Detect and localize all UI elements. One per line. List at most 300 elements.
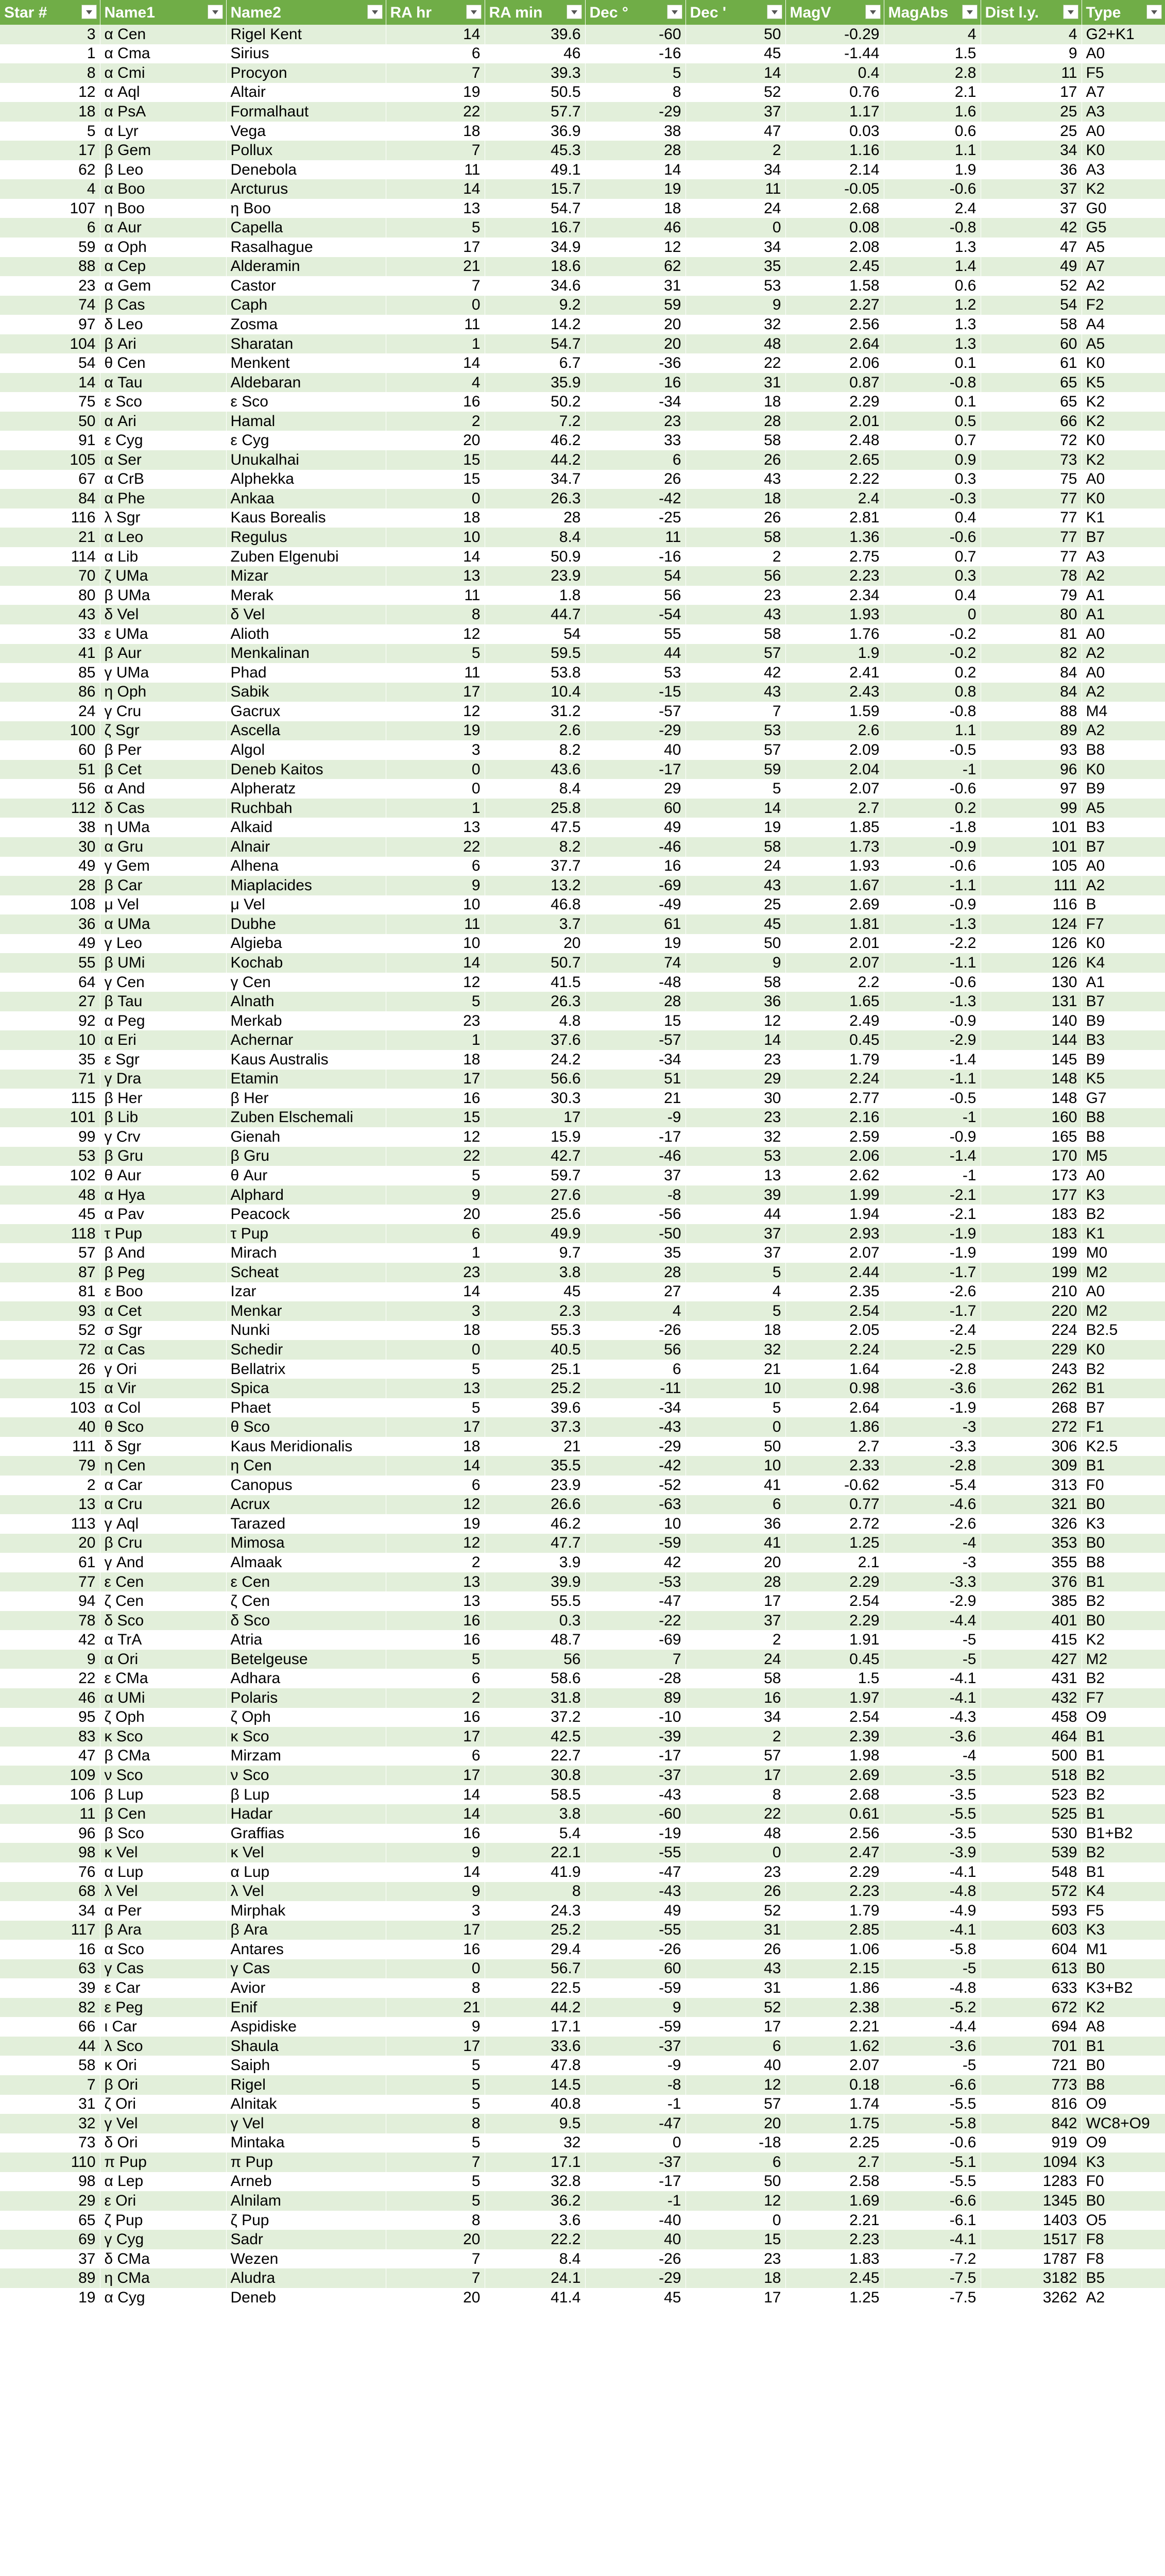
cell-type[interactable]: B0 (1082, 2056, 1165, 2075)
cell-ra-min[interactable]: 59.7 (485, 1166, 585, 1185)
cell-name1[interactable]: π Pup (100, 2153, 226, 2172)
cell-dist-ly[interactable]: 1517 (981, 2230, 1082, 2249)
cell-magv[interactable]: 2.2 (785, 973, 884, 992)
cell-type[interactable]: A3 (1082, 102, 1165, 122)
cell-ra-min[interactable]: 7.2 (485, 412, 585, 431)
cell-ra-min[interactable]: 47.8 (485, 2056, 585, 2075)
cell-dec-min[interactable]: 32 (686, 1340, 785, 1360)
cell-ra-hr[interactable]: 0 (386, 760, 485, 779)
cell-name2[interactable]: Mimosa (226, 1534, 386, 1553)
cell-ra-min[interactable]: 37.2 (485, 1708, 585, 1727)
cell-ra-min[interactable]: 6.7 (485, 353, 585, 373)
cell-ra-hr[interactable]: 6 (386, 1747, 485, 1766)
cell-name2[interactable]: Ankaa (226, 489, 386, 509)
header-cell-star-number[interactable] (0, 0, 100, 25)
cell-dist-ly[interactable]: 77 (981, 528, 1082, 547)
cell-star-number[interactable]: 15 (0, 1379, 100, 1398)
cell-type[interactable]: G5 (1082, 218, 1165, 238)
cell-name1[interactable]: α Aql (100, 83, 226, 103)
cell-dec-deg[interactable]: -9 (585, 2056, 686, 2075)
cell-name1[interactable]: α Cru (100, 1495, 226, 1515)
cell-ra-hr[interactable]: 17 (386, 1727, 485, 1747)
cell-type[interactable]: A1 (1082, 973, 1165, 992)
cell-dist-ly[interactable]: 306 (981, 1437, 1082, 1456)
cell-type[interactable]: K4 (1082, 1882, 1165, 1902)
cell-ra-hr[interactable]: 9 (386, 876, 485, 895)
cell-dist-ly[interactable]: 415 (981, 1630, 1082, 1650)
cell-ra-min[interactable]: 32 (485, 2133, 585, 2153)
cell-star-number[interactable]: 91 (0, 431, 100, 450)
cell-ra-hr[interactable]: 14 (386, 1785, 485, 1805)
cell-name1[interactable]: ε Sgr (100, 1050, 226, 1070)
cell-dist-ly[interactable]: 539 (981, 1843, 1082, 1862)
cell-dec-deg[interactable]: 8 (585, 83, 686, 103)
cell-magabs[interactable]: -0.9 (884, 895, 981, 915)
cell-magabs[interactable]: -4.3 (884, 1708, 981, 1727)
cell-magabs[interactable]: 0.4 (884, 509, 981, 528)
cell-magabs[interactable]: 1.2 (884, 296, 981, 315)
cell-ra-min[interactable]: 46.2 (485, 431, 585, 450)
cell-magabs[interactable]: -4.8 (884, 1978, 981, 1998)
cell-star-number[interactable]: 110 (0, 2153, 100, 2172)
cell-dec-deg[interactable]: -15 (585, 683, 686, 702)
cell-dec-min[interactable]: 40 (686, 2056, 785, 2075)
cell-dec-deg[interactable]: -50 (585, 1224, 686, 1244)
filter-dropdown-icon[interactable] (567, 5, 582, 19)
cell-dec-min[interactable]: 24 (686, 857, 785, 876)
cell-ra-hr[interactable]: 13 (386, 1379, 485, 1398)
cell-type[interactable]: G7 (1082, 1089, 1165, 1108)
cell-dec-min[interactable]: 0 (686, 1843, 785, 1862)
cell-type[interactable]: A4 (1082, 315, 1165, 334)
cell-ra-hr[interactable]: 1 (386, 799, 485, 818)
cell-name2[interactable]: Alpheratz (226, 779, 386, 799)
cell-type[interactable]: A0 (1082, 1282, 1165, 1302)
cell-ra-hr[interactable]: 2 (386, 1553, 485, 1572)
cell-type[interactable]: A5 (1082, 799, 1165, 818)
cell-magv[interactable]: 2.01 (785, 934, 884, 954)
cell-dec-min[interactable]: 22 (686, 1804, 785, 1824)
cell-dec-min[interactable]: 2 (686, 141, 785, 160)
cell-dec-min[interactable]: 37 (686, 1611, 785, 1631)
cell-dec-deg[interactable]: 31 (585, 276, 686, 296)
cell-dist-ly[interactable]: 816 (981, 2095, 1082, 2114)
cell-dist-ly[interactable]: 131 (981, 992, 1082, 1011)
cell-name1[interactable]: β UMi (100, 953, 226, 973)
cell-type[interactable]: K2 (1082, 392, 1165, 412)
cell-dec-min[interactable]: 25 (686, 895, 785, 915)
cell-ra-min[interactable]: 37.6 (485, 1030, 585, 1050)
cell-dist-ly[interactable]: 52 (981, 276, 1082, 296)
cell-name1[interactable]: γ Dra (100, 1070, 226, 1089)
cell-type[interactable]: F2 (1082, 296, 1165, 315)
cell-ra-min[interactable]: 9.2 (485, 296, 585, 315)
cell-magv[interactable]: -0.29 (785, 25, 884, 44)
cell-dist-ly[interactable]: 54 (981, 296, 1082, 315)
cell-dec-deg[interactable]: 49 (585, 818, 686, 837)
cell-ra-hr[interactable]: 0 (386, 1340, 485, 1360)
cell-dec-deg[interactable]: 40 (585, 740, 686, 760)
cell-type[interactable]: A8 (1082, 2017, 1165, 2037)
cell-name1[interactable]: ε Cen (100, 1572, 226, 1592)
cell-dec-deg[interactable]: -69 (585, 876, 686, 895)
cell-name1[interactable]: δ Leo (100, 315, 226, 334)
cell-dec-min[interactable]: 4 (686, 1282, 785, 1302)
cell-name2[interactable]: Rigel (226, 2075, 386, 2095)
cell-type[interactable]: F8 (1082, 2230, 1165, 2249)
cell-star-number[interactable]: 104 (0, 334, 100, 354)
cell-magv[interactable]: 2.43 (785, 683, 884, 702)
cell-name1[interactable]: β Sco (100, 1824, 226, 1843)
cell-name2[interactable]: Aldebaran (226, 373, 386, 393)
cell-name1[interactable]: ζ UMa (100, 566, 226, 586)
cell-magv[interactable]: 0.08 (785, 218, 884, 238)
cell-type[interactable]: K5 (1082, 373, 1165, 393)
cell-ra-min[interactable]: 17.1 (485, 2153, 585, 2172)
cell-dec-min[interactable]: 22 (686, 353, 785, 373)
cell-magabs[interactable]: -0.5 (884, 740, 981, 760)
cell-dist-ly[interactable]: 432 (981, 1688, 1082, 1708)
cell-star-number[interactable]: 74 (0, 296, 100, 315)
cell-name2[interactable]: Caph (226, 296, 386, 315)
filter-dropdown-icon[interactable] (81, 5, 97, 19)
cell-ra-min[interactable]: 2.6 (485, 721, 585, 741)
cell-star-number[interactable]: 92 (0, 1011, 100, 1031)
cell-type[interactable]: M5 (1082, 1147, 1165, 1166)
cell-dec-min[interactable]: 17 (686, 2288, 785, 2308)
cell-type[interactable]: M2 (1082, 1263, 1165, 1282)
cell-magv[interactable]: -1.44 (785, 44, 884, 64)
cell-name2[interactable]: Mizar (226, 566, 386, 586)
cell-ra-min[interactable]: 5.4 (485, 1824, 585, 1843)
cell-ra-min[interactable]: 46 (485, 44, 585, 64)
cell-ra-hr[interactable]: 17 (386, 238, 485, 257)
cell-magv[interactable]: 1.06 (785, 1940, 884, 1959)
cell-star-number[interactable]: 35 (0, 1050, 100, 1070)
cell-star-number[interactable]: 68 (0, 1882, 100, 1902)
cell-dec-deg[interactable]: -37 (585, 2037, 686, 2056)
cell-dec-min[interactable]: 20 (686, 1553, 785, 1572)
cell-type[interactable]: B0 (1082, 1534, 1165, 1553)
cell-dec-min[interactable]: 7 (686, 702, 785, 721)
cell-magabs[interactable]: -4.1 (884, 1862, 981, 1882)
cell-star-number[interactable]: 85 (0, 663, 100, 683)
cell-type[interactable]: F5 (1082, 63, 1165, 83)
cell-dec-deg[interactable]: -57 (585, 702, 686, 721)
cell-dec-deg[interactable]: -26 (585, 2249, 686, 2269)
filter-dropdown-icon[interactable] (367, 5, 383, 19)
cell-dist-ly[interactable]: 140 (981, 1011, 1082, 1031)
cell-dec-deg[interactable]: 37 (585, 1166, 686, 1185)
cell-dist-ly[interactable]: 272 (981, 1417, 1082, 1437)
cell-dec-min[interactable]: 21 (686, 1360, 785, 1379)
cell-ra-min[interactable]: 50.9 (485, 547, 585, 567)
cell-ra-hr[interactable]: 5 (386, 2172, 485, 2192)
cell-dec-deg[interactable]: -34 (585, 1398, 686, 1418)
cell-ra-min[interactable]: 55.5 (485, 1591, 585, 1611)
cell-name2[interactable]: Menkar (226, 1301, 386, 1321)
cell-magv[interactable]: 2.08 (785, 238, 884, 257)
cell-ra-min[interactable]: 54.7 (485, 199, 585, 218)
cell-star-number[interactable]: 95 (0, 1708, 100, 1727)
cell-name2[interactable]: Antares (226, 1940, 386, 1959)
cell-magabs[interactable]: 0.2 (884, 663, 981, 683)
cell-type[interactable]: WC8+O9 (1082, 2114, 1165, 2133)
cell-magv[interactable]: 2.01 (785, 412, 884, 431)
cell-dec-deg[interactable]: -47 (585, 2114, 686, 2133)
cell-dist-ly[interactable]: 3182 (981, 2268, 1082, 2288)
cell-dec-deg[interactable]: -54 (585, 605, 686, 624)
cell-magv[interactable]: 2.23 (785, 2230, 884, 2249)
cell-type[interactable]: K2 (1082, 179, 1165, 199)
cell-dec-deg[interactable]: -43 (585, 1417, 686, 1437)
cell-ra-min[interactable]: 56.6 (485, 1070, 585, 1089)
cell-star-number[interactable]: 29 (0, 2191, 100, 2211)
cell-name1[interactable]: δ Ori (100, 2133, 226, 2153)
cell-ra-min[interactable]: 55.3 (485, 1321, 585, 1341)
cell-dist-ly[interactable]: 603 (981, 1921, 1082, 1940)
cell-name2[interactable]: Scheat (226, 1263, 386, 1282)
cell-dec-deg[interactable]: -9 (585, 1108, 686, 1128)
cell-magv[interactable]: 2.24 (785, 1070, 884, 1089)
header-cell-dec-min[interactable] (686, 0, 785, 25)
cell-dist-ly[interactable]: 199 (981, 1263, 1082, 1282)
cell-dec-min[interactable]: 26 (686, 1882, 785, 1902)
cell-magabs[interactable]: -7.5 (884, 2268, 981, 2288)
cell-type[interactable]: F7 (1082, 1688, 1165, 1708)
cell-star-number[interactable]: 28 (0, 876, 100, 895)
cell-magabs[interactable]: -2.5 (884, 1340, 981, 1360)
cell-dec-deg[interactable]: -8 (585, 2075, 686, 2095)
cell-star-number[interactable]: 94 (0, 1591, 100, 1611)
cell-dec-min[interactable]: 18 (686, 2268, 785, 2288)
cell-dec-min[interactable]: 41 (686, 1476, 785, 1495)
cell-name2[interactable]: α Lup (226, 1862, 386, 1882)
cell-dist-ly[interactable]: 89 (981, 721, 1082, 741)
cell-star-number[interactable]: 47 (0, 1747, 100, 1766)
cell-magabs[interactable]: -4 (884, 1747, 981, 1766)
cell-star-number[interactable]: 97 (0, 315, 100, 334)
cell-dec-deg[interactable]: 33 (585, 431, 686, 450)
cell-dec-min[interactable]: 5 (686, 1263, 785, 1282)
cell-dec-deg[interactable]: 15 (585, 1011, 686, 1031)
cell-dec-min[interactable]: 57 (686, 740, 785, 760)
cell-name1[interactable]: β Lup (100, 1785, 226, 1805)
cell-dec-min[interactable]: 31 (686, 373, 785, 393)
cell-name2[interactable]: Saiph (226, 2056, 386, 2075)
cell-ra-hr[interactable]: 17 (386, 1766, 485, 1785)
cell-dec-deg[interactable]: -17 (585, 760, 686, 779)
cell-dist-ly[interactable]: 126 (981, 934, 1082, 954)
cell-dec-deg[interactable]: 20 (585, 334, 686, 354)
cell-magabs[interactable]: -4.1 (884, 1669, 981, 1688)
cell-name2[interactable]: Ruchbah (226, 799, 386, 818)
cell-type[interactable]: K2 (1082, 1630, 1165, 1650)
cell-dec-deg[interactable]: -55 (585, 1921, 686, 1940)
cell-name1[interactable]: α Eri (100, 1030, 226, 1050)
cell-magabs[interactable]: -1.7 (884, 1301, 981, 1321)
cell-type[interactable]: M4 (1082, 702, 1165, 721)
cell-name2[interactable]: Schedir (226, 1340, 386, 1360)
cell-type[interactable]: G0 (1082, 199, 1165, 218)
cell-type[interactable]: K2 (1082, 450, 1165, 470)
cell-dist-ly[interactable]: 66 (981, 412, 1082, 431)
cell-name2[interactable]: Mirphak (226, 1901, 386, 1921)
cell-magabs[interactable]: -0.6 (884, 528, 981, 547)
cell-name2[interactable]: Kochab (226, 953, 386, 973)
cell-ra-hr[interactable]: 17 (386, 2037, 485, 2056)
cell-name2[interactable]: Sadr (226, 2230, 386, 2249)
cell-dec-deg[interactable]: 42 (585, 1553, 686, 1572)
cell-name1[interactable]: α Col (100, 1398, 226, 1418)
cell-ra-min[interactable]: 47.5 (485, 818, 585, 837)
cell-name2[interactable]: Vega (226, 122, 386, 141)
cell-name1[interactable]: β Her (100, 1089, 226, 1108)
cell-type[interactable]: B8 (1082, 1127, 1165, 1147)
cell-magv[interactable]: 1.76 (785, 624, 884, 644)
cell-ra-min[interactable]: 44.2 (485, 450, 585, 470)
cell-ra-hr[interactable]: 16 (386, 392, 485, 412)
cell-magv[interactable]: 2.54 (785, 1591, 884, 1611)
cell-magv[interactable]: 1.86 (785, 1417, 884, 1437)
cell-star-number[interactable]: 89 (0, 2268, 100, 2288)
header-cell-ra-hr[interactable] (386, 0, 485, 25)
cell-dec-min[interactable]: 6 (686, 2153, 785, 2172)
cell-dist-ly[interactable]: 25 (981, 102, 1082, 122)
cell-dist-ly[interactable]: 842 (981, 2114, 1082, 2133)
cell-dec-min[interactable]: 37 (686, 1243, 785, 1263)
cell-dist-ly[interactable]: 84 (981, 683, 1082, 702)
cell-dec-deg[interactable]: 46 (585, 218, 686, 238)
cell-ra-hr[interactable]: 14 (386, 1862, 485, 1882)
cell-ra-min[interactable]: 30.8 (485, 1766, 585, 1785)
cell-name1[interactable]: α UMa (100, 914, 226, 934)
cell-ra-hr[interactable]: 0 (386, 489, 485, 509)
cell-star-number[interactable]: 87 (0, 1263, 100, 1282)
cell-dec-min[interactable]: 43 (686, 1959, 785, 1979)
cell-magabs[interactable]: -2.2 (884, 934, 981, 954)
cell-magv[interactable]: 0.03 (785, 122, 884, 141)
cell-dist-ly[interactable]: 220 (981, 1301, 1082, 1321)
cell-ra-hr[interactable]: 5 (386, 992, 485, 1011)
cell-star-number[interactable]: 76 (0, 1862, 100, 1882)
cell-dist-ly[interactable]: 919 (981, 2133, 1082, 2153)
cell-star-number[interactable]: 118 (0, 1224, 100, 1244)
cell-name2[interactable]: Algieba (226, 934, 386, 954)
cell-name1[interactable]: ε Peg (100, 1998, 226, 2018)
cell-magabs[interactable]: -5.5 (884, 2172, 981, 2192)
cell-magabs[interactable]: -1.8 (884, 818, 981, 837)
cell-magabs[interactable]: 1.1 (884, 721, 981, 741)
cell-name2[interactable]: η Boo (226, 199, 386, 218)
cell-type[interactable]: A2 (1082, 644, 1165, 664)
cell-name2[interactable]: Alphekka (226, 470, 386, 489)
cell-magabs[interactable]: -1.9 (884, 1243, 981, 1263)
cell-magabs[interactable]: 1.9 (884, 160, 981, 180)
cell-magabs[interactable]: -2.6 (884, 1514, 981, 1534)
cell-dec-deg[interactable]: 56 (585, 1340, 686, 1360)
cell-magv[interactable]: 1.93 (785, 605, 884, 624)
cell-dec-deg[interactable]: -37 (585, 2153, 686, 2172)
cell-dist-ly[interactable]: 25 (981, 122, 1082, 141)
cell-magabs[interactable]: 1.3 (884, 238, 981, 257)
cell-type[interactable]: B5 (1082, 2268, 1165, 2288)
cell-dist-ly[interactable]: 523 (981, 1785, 1082, 1805)
cell-magabs[interactable]: -5.8 (884, 1940, 981, 1959)
cell-star-number[interactable]: 55 (0, 953, 100, 973)
cell-magabs[interactable]: -4.8 (884, 1882, 981, 1902)
cell-dec-min[interactable]: 50 (686, 1437, 785, 1456)
cell-dec-min[interactable]: 18 (686, 392, 785, 412)
cell-dist-ly[interactable]: 9 (981, 44, 1082, 64)
cell-star-number[interactable]: 54 (0, 353, 100, 373)
cell-magv[interactable]: 1.25 (785, 1534, 884, 1553)
cell-star-number[interactable]: 101 (0, 1108, 100, 1128)
cell-magv[interactable]: 2.27 (785, 296, 884, 315)
cell-type[interactable]: K2 (1082, 412, 1165, 431)
cell-name1[interactable]: β Peg (100, 1263, 226, 1282)
cell-star-number[interactable]: 2 (0, 1476, 100, 1495)
cell-magabs[interactable]: -5.2 (884, 1998, 981, 2018)
cell-type[interactable]: F7 (1082, 914, 1165, 934)
cell-name1[interactable]: η UMa (100, 818, 226, 837)
cell-star-number[interactable]: 102 (0, 1166, 100, 1185)
cell-star-number[interactable]: 23 (0, 276, 100, 296)
cell-dec-min[interactable]: 45 (686, 914, 785, 934)
cell-dec-min[interactable]: 29 (686, 1070, 785, 1089)
cell-name1[interactable]: ε UMa (100, 624, 226, 644)
cell-magabs[interactable]: -2.6 (884, 1282, 981, 1302)
cell-dist-ly[interactable]: 99 (981, 799, 1082, 818)
cell-dist-ly[interactable]: 97 (981, 779, 1082, 799)
header-cell-name1[interactable] (100, 0, 226, 25)
cell-name2[interactable]: Mirzam (226, 1747, 386, 1766)
cell-magv[interactable]: 2.85 (785, 1921, 884, 1940)
cell-star-number[interactable]: 4 (0, 179, 100, 199)
cell-dist-ly[interactable]: 3262 (981, 2288, 1082, 2308)
cell-magv[interactable]: 2.25 (785, 2133, 884, 2153)
cell-name2[interactable]: Almaak (226, 1553, 386, 1572)
cell-magv[interactable]: 2.45 (785, 257, 884, 277)
cell-ra-hr[interactable]: 0 (386, 779, 485, 799)
cell-star-number[interactable]: 24 (0, 702, 100, 721)
cell-ra-hr[interactable]: 19 (386, 1514, 485, 1534)
cell-star-number[interactable]: 81 (0, 1282, 100, 1302)
cell-name1[interactable]: α Gem (100, 276, 226, 296)
cell-name1[interactable]: β Ari (100, 334, 226, 354)
cell-ra-hr[interactable]: 3 (386, 740, 485, 760)
cell-dec-deg[interactable]: -8 (585, 1185, 686, 1205)
cell-ra-hr[interactable]: 1 (386, 1030, 485, 1050)
cell-type[interactable]: B (1082, 895, 1165, 915)
cell-ra-hr[interactable]: 12 (386, 1495, 485, 1515)
cell-dec-min[interactable]: 43 (686, 876, 785, 895)
cell-dist-ly[interactable]: 49 (981, 257, 1082, 277)
cell-dist-ly[interactable]: 173 (981, 1166, 1082, 1185)
cell-ra-min[interactable]: 22.7 (485, 1747, 585, 1766)
cell-ra-hr[interactable]: 19 (386, 721, 485, 741)
cell-ra-min[interactable]: 41.4 (485, 2288, 585, 2308)
cell-magabs[interactable]: -3.3 (884, 1572, 981, 1592)
cell-ra-hr[interactable]: 7 (386, 141, 485, 160)
cell-star-number[interactable]: 51 (0, 760, 100, 779)
cell-type[interactable]: A2 (1082, 683, 1165, 702)
cell-ra-hr[interactable]: 20 (386, 2230, 485, 2249)
cell-ra-hr[interactable]: 15 (386, 470, 485, 489)
cell-name2[interactable]: Achernar (226, 1030, 386, 1050)
cell-magv[interactable]: 2.93 (785, 1224, 884, 1244)
cell-dec-deg[interactable]: -49 (585, 895, 686, 915)
